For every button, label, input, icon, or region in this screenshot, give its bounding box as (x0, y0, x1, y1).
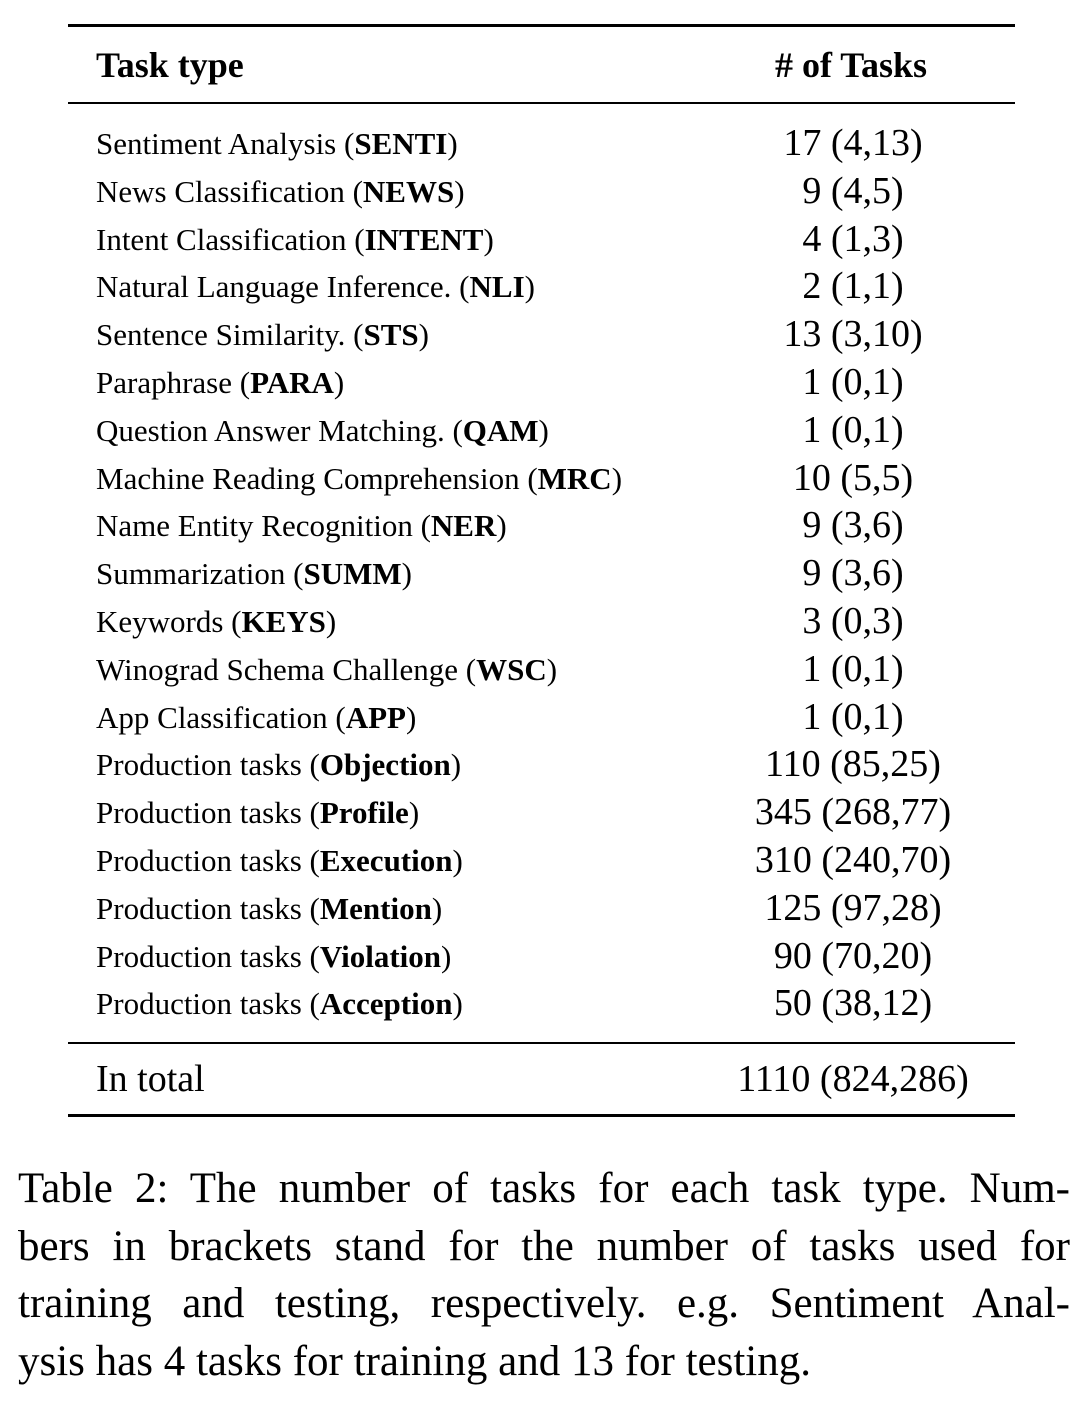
task-type-cell (96, 980, 463, 1028)
task-name: Production tasks ( (96, 795, 320, 831)
task-type-cell (96, 646, 557, 694)
task-close-paren: ) (452, 986, 463, 1022)
task-count-cell: 1 (0,1) (802, 360, 904, 403)
task-count-cell: 17 (4,13) (783, 122, 923, 164)
table-row (68, 502, 1015, 550)
task-count-cell: 9 (4,5) (802, 169, 904, 212)
task-name: Production tasks ( (96, 890, 320, 926)
task-count-cell: 9 (3,6) (802, 504, 904, 547)
task-type-cell (96, 741, 461, 789)
task-name: Natural Language Inference. ( (96, 269, 470, 305)
task-close-paren: ) (546, 651, 558, 687)
task-close-paren: ) (418, 317, 429, 353)
bottom-rule (68, 1114, 1015, 1117)
task-name: Machine Reading Comprehension ( (96, 460, 538, 496)
table-row (68, 407, 1015, 455)
task-close-paren: ) (447, 126, 458, 161)
task-count-cell: 13 (3,10) (783, 313, 923, 356)
task-name: Sentence Similarity. ( (96, 317, 364, 353)
table-row (68, 933, 1015, 981)
task-name: App Classification ( (96, 699, 346, 735)
table-row (68, 789, 1015, 837)
table-body (68, 104, 1015, 1042)
task-count-cell: 310 (240,70) (754, 838, 952, 881)
table-row (68, 741, 1015, 789)
caption-line: bers in brackets stand for the number of tasks used for (18, 1222, 1070, 1270)
table-row (68, 168, 1015, 216)
task-count-cell: 3 (0,3) (802, 599, 904, 642)
table-row (68, 550, 1015, 598)
task-name: Summarization ( (96, 556, 304, 592)
task-type-cell (96, 885, 442, 933)
caption-line: training and testing, respectively. e.g. Sentiment Anal- (18, 1280, 1070, 1327)
task-name: Production tasks ( (96, 842, 320, 878)
task-name: Winograd Schema Challenge ( (96, 651, 477, 687)
total-row (68, 1044, 1015, 1114)
table-row (68, 359, 1015, 407)
task-close-paren: ) (496, 508, 507, 544)
table-row (68, 455, 1015, 503)
task-abbreviation: QAM (462, 412, 539, 448)
task-abbreviation: MRC (537, 460, 612, 496)
task-abbreviation: Objection (319, 747, 451, 783)
task-close-paren: ) (483, 221, 494, 257)
task-type-cell (96, 694, 416, 742)
task-close-paren: ) (538, 412, 549, 448)
task-close-paren: ) (401, 556, 412, 592)
task-count-cell: 125 (97,28) (764, 886, 942, 929)
task-abbreviation: Mention (319, 890, 432, 926)
task-type-cell (96, 216, 494, 264)
table-row (68, 311, 1015, 359)
task-abbreviation: KEYS (241, 603, 326, 639)
task-count-cell: 50 (38,12) (773, 982, 933, 1025)
task-count-cell: 2 (1,1) (802, 265, 904, 308)
task-name: Production tasks ( (96, 986, 320, 1022)
task-close-paren: ) (325, 603, 337, 639)
header-task-type: Task type (96, 45, 244, 85)
task-close-paren: ) (333, 364, 345, 400)
task-abbreviation: Violation (319, 938, 442, 974)
task-abbreviation: Execution (319, 842, 453, 878)
task-abbreviation: NER (430, 508, 497, 544)
task-count-cell: 110 (85,25) (765, 743, 941, 786)
total-label: In total (96, 1058, 205, 1101)
task-type-cell (96, 359, 344, 407)
task-abbreviation: SUMM (303, 556, 402, 592)
total-count: 1110 (824,286) (737, 1058, 969, 1101)
task-abbreviation: Acception (319, 986, 453, 1022)
task-name: Question Answer Matching. ( (96, 412, 463, 448)
task-name: Paraphrase ( (96, 364, 251, 400)
table-row (68, 263, 1015, 311)
caption-line: ysis has 4 tasks for training and 13 for testing. (18, 1337, 812, 1385)
task-close-paren: ) (524, 269, 535, 305)
task-name: Intent Classification ( (96, 221, 365, 257)
task-type-cell (96, 407, 549, 455)
table-row (68, 694, 1015, 742)
table-row (68, 120, 1015, 168)
task-close-paren: ) (452, 842, 463, 878)
task-name: Production tasks ( (96, 747, 320, 783)
task-table (68, 24, 1015, 1117)
task-type-cell (96, 168, 465, 216)
task-count-cell: 1 (0,1) (802, 695, 904, 738)
task-abbreviation: SENTI (354, 126, 448, 161)
task-type-cell (96, 263, 535, 311)
table-row (68, 980, 1015, 1028)
table-row (68, 885, 1015, 933)
task-close-paren: ) (611, 460, 623, 496)
task-close-paren: ) (431, 890, 443, 926)
task-count-cell: 4 (1,3) (802, 217, 904, 260)
task-type-cell (96, 933, 451, 981)
task-count-cell: 10 (5,5) (792, 456, 914, 499)
task-count-cell: 90 (70,20) (773, 934, 933, 977)
task-type-cell (96, 502, 507, 550)
task-count-cell: 345 (268,77) (754, 791, 952, 834)
task-count-cell: 9 (3,6) (802, 552, 904, 595)
task-close-paren: ) (405, 699, 417, 735)
task-abbreviation: Profile (319, 795, 409, 831)
task-type-cell (96, 598, 336, 646)
task-count-cell: 1 (0,1) (802, 647, 904, 690)
task-abbreviation: INTENT (364, 221, 484, 257)
task-abbreviation: PARA (250, 364, 334, 400)
task-type-cell (96, 120, 458, 168)
task-type-cell (96, 837, 463, 885)
task-name: Production tasks ( (96, 938, 320, 974)
task-close-paren: ) (454, 173, 465, 209)
table-row (68, 646, 1015, 694)
task-abbreviation: NLI (469, 269, 525, 305)
task-close-paren: ) (450, 747, 462, 783)
task-type-cell (96, 789, 419, 837)
table-caption (18, 1160, 1070, 1390)
task-close-paren: ) (441, 938, 452, 974)
task-abbreviation: STS (363, 317, 419, 353)
table-row (68, 598, 1015, 646)
task-name: Keywords ( (96, 603, 242, 639)
task-type-cell (96, 311, 429, 359)
task-abbreviation: WSC (476, 651, 547, 687)
task-count-cell: 1 (0,1) (802, 408, 904, 451)
task-type-cell (96, 550, 412, 598)
task-type-cell (96, 455, 622, 503)
task-name: Sentiment Analysis ( (96, 126, 355, 161)
caption-line: Table 2: The number of tasks for each task type. Num- (18, 1165, 1070, 1212)
task-close-paren: ) (408, 795, 420, 831)
task-abbreviation: APP (345, 699, 406, 735)
header-num-tasks: # of Tasks (774, 45, 928, 85)
task-name: News Classification ( (96, 173, 363, 209)
table-header (68, 27, 1015, 102)
task-abbreviation: NEWS (362, 173, 455, 209)
task-name: Name Entity Recognition ( (96, 508, 431, 544)
table-row (68, 837, 1015, 885)
table-row (68, 216, 1015, 264)
